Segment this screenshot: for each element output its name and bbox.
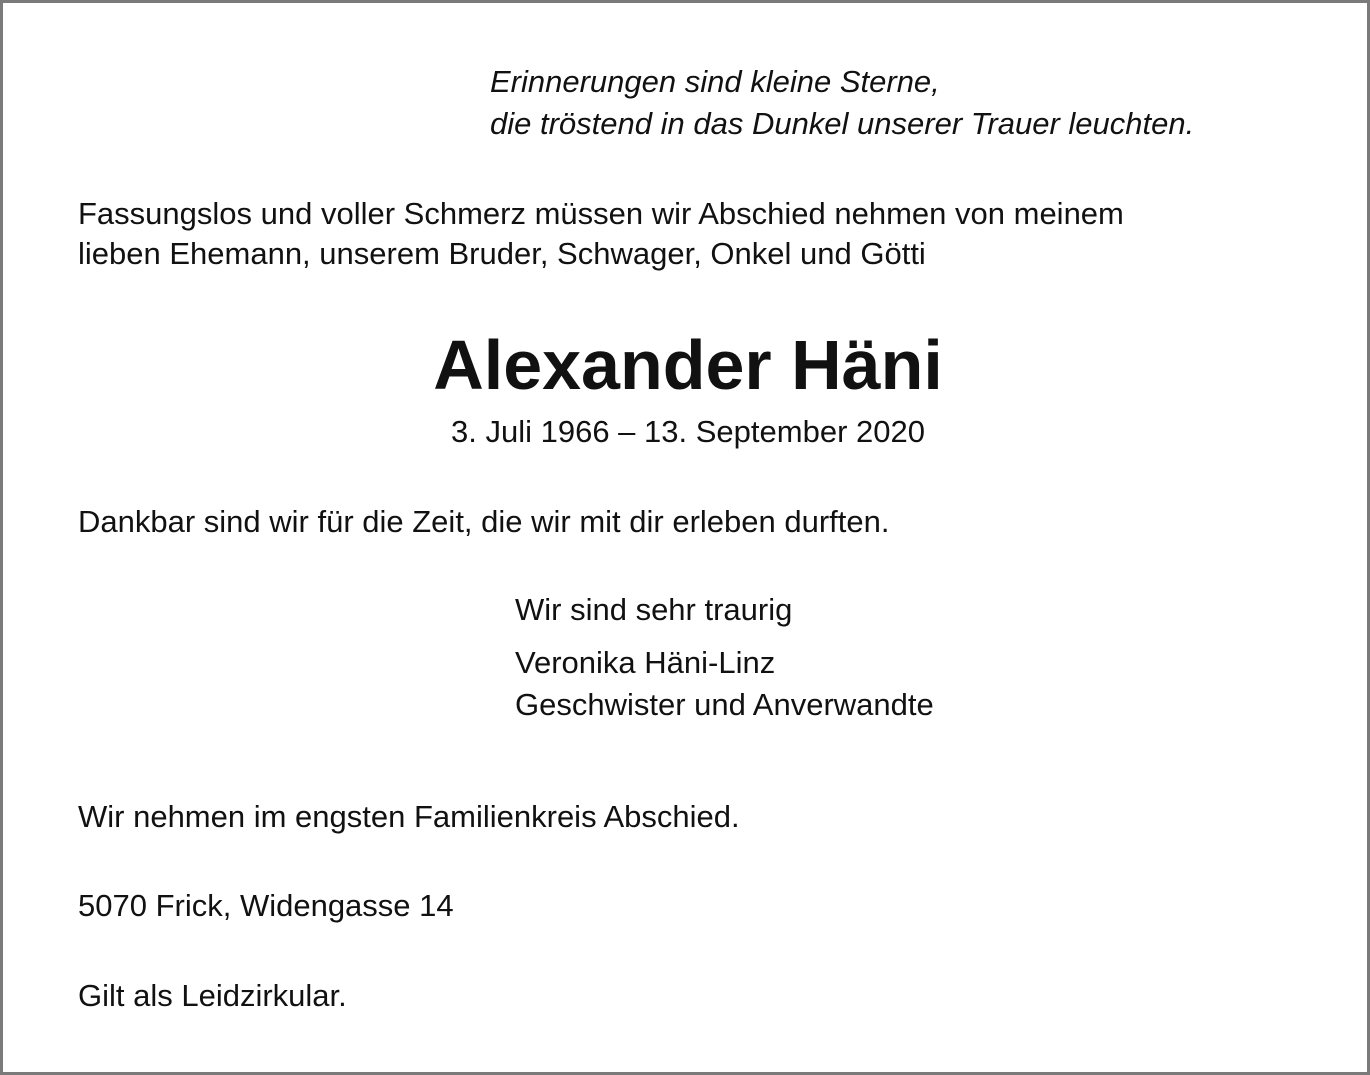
- gratitude-text: Dankbar sind wir für die Zeit, die wir mit dir erleben durften.: [78, 504, 890, 539]
- quote-line-2: die tröstend in das Dunkel unserer Trauer leuchten.: [490, 106, 1195, 141]
- life-dates: 3. Juli 1966 – 13. September 2020: [451, 414, 925, 449]
- address: 5070 Frick, Widengasse 14: [78, 888, 454, 923]
- deceased-name: Alexander Häni: [433, 326, 943, 404]
- mourners-heading: Wir sind sehr traurig: [515, 592, 793, 627]
- circular-note: Gilt als Leidzirkular.: [78, 978, 347, 1013]
- quote-line-1: Erinnerungen sind kleine Sterne,: [490, 64, 940, 99]
- intro-line-2: lieben Ehemann, unserem Bruder, Schwager, Onkel und Götti: [78, 236, 926, 271]
- mourner-name: Geschwister und Anverwandte: [515, 687, 934, 722]
- mourner-name: Veronika Häni-Linz: [515, 645, 776, 680]
- farewell-note: Wir nehmen im engsten Familienkreis Abschied.: [78, 799, 740, 834]
- intro-line-1: Fassungslos und voller Schmerz müssen wir Abschied nehmen von meinem: [78, 196, 1124, 231]
